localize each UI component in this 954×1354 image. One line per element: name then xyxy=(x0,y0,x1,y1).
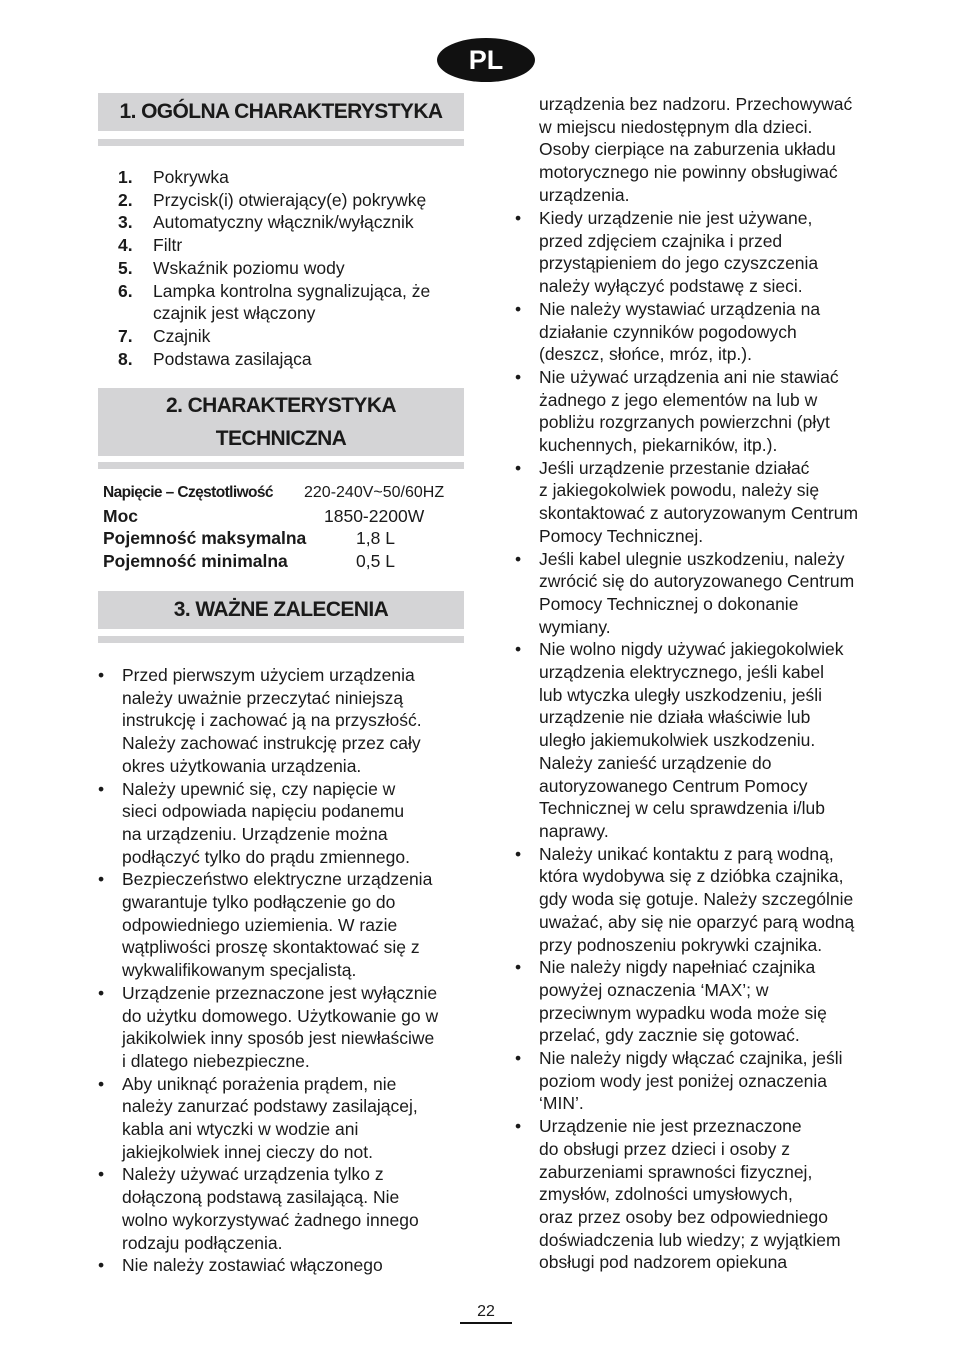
parts-list-item xyxy=(118,234,463,257)
item-number: 2. xyxy=(118,189,133,210)
recommendation-item xyxy=(515,457,881,548)
item-number: 7. xyxy=(118,325,133,346)
text-line: Technicznej w celu sprawdzenia i/lub xyxy=(539,798,825,819)
text-line: przelać, gdy zacznie się gotować. xyxy=(539,1025,800,1046)
bullet-icon: • xyxy=(98,1073,105,1094)
language-badge: PL xyxy=(437,38,535,82)
parts-list-item xyxy=(118,211,463,234)
recommendation-item xyxy=(515,298,881,366)
text-line: Nie wolno nigdy używać jakiegokolwiek xyxy=(539,639,844,660)
text-line: która wydobywa się z dzióbka czajnika, xyxy=(539,866,844,887)
recommendation-item xyxy=(98,868,464,982)
text-line: oraz przez osoby bez odpowiedniego xyxy=(539,1206,828,1227)
text-line: na urządzeniu. Urządzenie można xyxy=(122,823,388,844)
section-1-title: 1. OGÓLNA CHARAKTERYSTYKA xyxy=(119,100,443,123)
bullet-icon: • xyxy=(98,869,105,890)
text-line: Pomocy Technicznej o dokonanie xyxy=(539,593,799,614)
text-line: obsługi pod nadzorem opiekuna xyxy=(539,1252,788,1273)
text-line: kuchennych, piekarników, itp.). xyxy=(539,435,778,456)
item-number: 6. xyxy=(118,280,133,301)
text-line: gwarantuje tylko podłączenie go do xyxy=(122,892,396,913)
text-line: Należy upewnić się, czy napięcie w xyxy=(122,778,396,799)
item-label: Filtr xyxy=(153,235,183,256)
text-line: podłączyć tylko do prądu zmiennego. xyxy=(122,846,410,867)
right-recommendations-list xyxy=(515,207,881,1274)
text-line: do użytku domowego. Użytkowanie go w xyxy=(122,1005,439,1026)
text-line: urządzenia bez nadzoru. Przechowywać xyxy=(539,94,853,114)
section-3-heading xyxy=(98,591,464,629)
text-line: Należy zanieść urządzenie do xyxy=(539,752,772,773)
text-line: zaburzeniami sprawności fizycznej, xyxy=(539,1161,813,1182)
text-line: przystąpieniem do jego czyszczenia xyxy=(539,253,819,274)
bullet-icon: • xyxy=(98,1164,105,1185)
item-number: 3. xyxy=(118,212,133,233)
recommendation-item xyxy=(98,1254,464,1277)
text-line: (deszcz, słońce, mróz, itp.). xyxy=(539,344,752,365)
section-2-heading xyxy=(98,388,464,456)
text-line: doświadczenia lub wiedzy; z wyjątkiem xyxy=(539,1229,841,1250)
bullet-icon: • xyxy=(98,778,105,799)
text-line: jakikolwiek inny sposób jest niewłaściwe xyxy=(122,1028,435,1049)
text-line: uważać, aby się nie oparzyć parą wodną xyxy=(539,911,855,932)
section-2-title-line-1: 2. CHARAKTERYSTYKA xyxy=(166,394,396,417)
text-line: Przed pierwszym użyciem urządzenia xyxy=(122,665,415,685)
text-line: Jeśli urządzenie przestanie działać xyxy=(539,457,810,478)
text-line: wykwalifikowanym specjalistą. xyxy=(122,960,357,981)
text-line: urządzenie nie działa właściwie lub xyxy=(539,707,811,728)
text-line: Osoby cierpiące na zaburzenia układu xyxy=(539,139,836,160)
bullet-icon: • xyxy=(515,1116,522,1137)
spec-label: Pojemność maksymalna xyxy=(103,528,307,548)
text-line: gdy woda się gotuje. Należy szczególnie xyxy=(539,889,854,910)
text-line: przeciwnym wypadku woda może się xyxy=(539,1002,827,1023)
text-line: Aby uniknąć porażenia prądem, nie xyxy=(122,1073,397,1094)
page-number-rule xyxy=(460,1322,512,1324)
item-label: Czajnik xyxy=(153,325,211,346)
spec-row xyxy=(103,482,463,505)
recommendation-item xyxy=(98,1073,464,1164)
text-line: instrukcję i zachować ją na przyszłość. xyxy=(122,710,422,731)
section-3-title: 3. WAŻNE ZALECENIA xyxy=(173,598,389,621)
bullet-icon: • xyxy=(515,1048,522,1069)
text-line: Bezpieczeństwo elektryczne urządzenia xyxy=(122,869,433,890)
text-line: Nie należy wystawiać urządzenia na xyxy=(539,298,821,319)
text-line: w miejscu niedostępnym dla dzieci. xyxy=(539,116,813,137)
text-line: działanie czynników pogodowych xyxy=(539,321,797,342)
item-number: 1. xyxy=(118,167,133,187)
section-2-rule xyxy=(98,462,464,469)
text-line: należy zanurzać podstawy zasilającej, xyxy=(122,1096,418,1117)
parts-list-item xyxy=(118,257,463,280)
bullet-icon: • xyxy=(98,1255,105,1276)
spec-value: 1850-2200W xyxy=(324,505,425,526)
recommendation-item xyxy=(515,366,881,457)
section-1-heading xyxy=(98,93,464,131)
text-line: ‘MIN’. xyxy=(539,1093,584,1114)
parts-list-item xyxy=(118,189,463,212)
item-label xyxy=(153,280,430,325)
text-line: Należy używać urządzenia tylko z xyxy=(122,1164,384,1185)
spec-row xyxy=(103,527,463,550)
text-line: sieci odpowiada napięciu podanemu xyxy=(122,801,405,822)
text-line: okres użytkowania urządzenia. xyxy=(122,755,362,776)
spec-label: Napięcie – Częstotliwość xyxy=(103,484,273,501)
text-line: i dlatego niebezpieczne. xyxy=(122,1050,310,1071)
text-line: jakiejkolwiek innej cieczy do not. xyxy=(122,1141,373,1162)
text-line: Należy unikać kontaktu z parą wodną, xyxy=(539,843,834,864)
bullet-icon: • xyxy=(98,665,105,685)
recommendation-item xyxy=(515,638,881,842)
spec-label: Pojemność minimalna xyxy=(103,550,288,571)
text-line: Urządzenie przeznaczone jest wyłącznie xyxy=(122,982,438,1003)
parts-list-item xyxy=(118,348,463,371)
bullet-icon: • xyxy=(515,298,522,319)
text-line: wątpliwości proszę skontaktować się z xyxy=(122,937,420,958)
recommendation-item xyxy=(98,664,464,778)
spec-value: 0,5 L xyxy=(356,550,395,571)
item-number: 8. xyxy=(118,348,133,369)
text-line: Nie używać urządzenia ani nie stawiać xyxy=(539,366,839,387)
recommendation-item xyxy=(515,207,881,298)
bullet-icon: • xyxy=(515,208,522,228)
spec-table xyxy=(103,482,463,572)
text-line: lub wtyczka uległy uszkodzeniu, jeśli xyxy=(539,684,823,705)
bullet-icon: • xyxy=(515,957,522,978)
section-3-rule xyxy=(98,636,464,643)
text-line: urządzenia elektrycznego, jeśli kabel xyxy=(539,662,825,683)
bullet-icon: • xyxy=(515,457,522,478)
recommendation-item xyxy=(98,778,464,869)
text-line: Jeśli kabel ulegnie uszkodzeniu, należy xyxy=(539,548,845,569)
section-1-rule xyxy=(98,139,464,146)
recommendation-item xyxy=(515,1047,881,1115)
spec-value: 220-240V~50/60HZ xyxy=(304,484,445,501)
text-line: Nie należy zostawiać włączonego xyxy=(122,1255,383,1276)
text-line: należy uważnie przeczytać niniejszą xyxy=(122,687,404,708)
text-line: przy podnoszeniu pokrywki czajnika. xyxy=(539,934,823,955)
parts-list-item xyxy=(118,280,463,325)
spec-row xyxy=(103,550,463,573)
text-line: Nie należy nigdy napełniać czajnika xyxy=(539,957,816,978)
spec-row xyxy=(103,505,463,528)
right-continuation-text xyxy=(539,93,879,207)
text-line: wymiany. xyxy=(539,616,611,637)
item-number: 4. xyxy=(118,235,133,256)
text-line: skontaktować z autoryzowanym Centrum xyxy=(539,503,859,524)
text-line: uległo jakiemukolwiek uszkodzeniu. xyxy=(539,730,816,751)
text-line: do obsługi przez dzieci i osoby z xyxy=(539,1138,790,1159)
text-line: Kiedy urządzenie nie jest używane, xyxy=(539,208,813,228)
text-line: motorycznego nie powinny obsługiwać xyxy=(539,162,838,183)
text-line: Urządzenie nie jest przeznaczone xyxy=(539,1116,802,1137)
text-line: kabla ani wtyczki w wodzie ani xyxy=(122,1119,359,1140)
text-line: Nie należy nigdy włączać czajnika, jeśli xyxy=(539,1048,843,1069)
bullet-icon: • xyxy=(515,366,522,387)
text-line: naprawy. xyxy=(539,820,609,841)
recommendation-item xyxy=(515,843,881,957)
item-label: Pokrywka xyxy=(153,167,229,187)
recommendation-item xyxy=(98,982,464,1073)
text-line: żadnego z jego elementów na lub w xyxy=(539,389,818,410)
text-line: urządzenia. xyxy=(539,184,630,205)
text-line: przed zdjęciem czajnika i przed xyxy=(539,230,783,251)
item-label: Automatyczny włącznik/wyłącznik xyxy=(153,212,414,233)
recommendation-item xyxy=(515,548,881,639)
text-line: Należy zachować instrukcję przez cały xyxy=(122,733,421,754)
bullet-icon: • xyxy=(515,843,522,864)
page-number: 22 xyxy=(477,1303,495,1320)
text-line: odpowiedniego uziemienia. W razie xyxy=(122,914,398,935)
bullet-icon: • xyxy=(98,982,105,1003)
text-line: wolno wykorzystywać żadnego innego xyxy=(122,1209,419,1230)
text-line: powyżej oznaczenia ‘MAX’; w xyxy=(539,979,769,1000)
recommendation-item xyxy=(98,1163,464,1254)
recommendation-item xyxy=(515,1115,881,1274)
text-line: zwrócić się do autoryzowanego Centrum xyxy=(539,571,855,592)
bullet-icon: • xyxy=(515,639,522,660)
text-line: zmysłów, zdolności umysłowych, xyxy=(539,1184,793,1205)
parts-list-item xyxy=(118,325,463,348)
section-2-title-line-2: TECHNICZNA xyxy=(215,427,347,450)
recommendation-item xyxy=(515,956,881,1047)
bullet-icon: • xyxy=(515,548,522,569)
item-label: Wskaźnik poziomu wody xyxy=(153,257,345,278)
spec-label: Moc xyxy=(103,505,138,526)
text-line: autoryzowanego Centrum Pomocy xyxy=(539,775,808,796)
text-line: należy wyłączyć podstawę z sieci. xyxy=(539,276,803,297)
text-line: z jakiegokolwiek powodu, należy się xyxy=(539,480,820,501)
item-label: Przycisk(i) otwierający(e) pokrywkę xyxy=(153,189,427,210)
item-label: Podstawa zasilająca xyxy=(153,348,312,369)
left-recommendations-list xyxy=(98,664,464,1277)
text-line: pobliżu rozgrzanych powierzchni (płyt xyxy=(539,412,830,433)
text-line: poziom wody jest poniżej oznaczenia xyxy=(539,1070,827,1091)
text-line: Pomocy Technicznej. xyxy=(539,525,704,546)
parts-list xyxy=(118,166,463,370)
parts-list-item xyxy=(118,166,463,189)
spec-value: 1,8 L xyxy=(356,528,395,548)
text-line: dołączoną podstawą zasilającą. Nie xyxy=(122,1187,400,1208)
item-number: 5. xyxy=(118,257,133,278)
item-label-line: czajnik jest włączony xyxy=(153,303,316,324)
text-line: rodzaju podłączenia. xyxy=(122,1232,283,1253)
item-label-line: Lampka kontrolna sygnalizująca, że xyxy=(153,280,431,301)
